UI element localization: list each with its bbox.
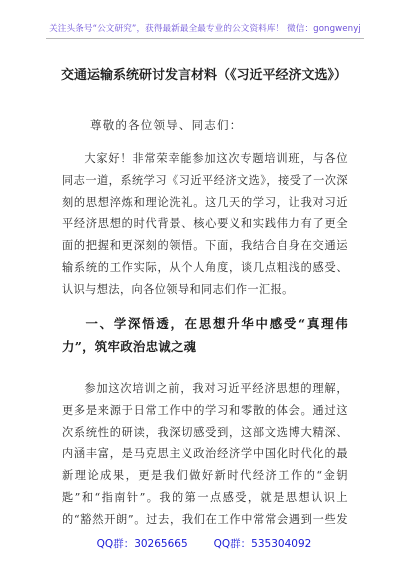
header-divider xyxy=(46,38,364,39)
body-paragraph-intro xyxy=(62,148,348,301)
qq-group-1[interactable]: QQ群：30265665 xyxy=(96,538,188,550)
paragraph-text: 大家好！非常荣幸能参加这次专题培训班，与各位同志一道，系统学习《习近平经济文选》，接受了一次深刻的思想淬炼和理论洗礼。这几天的学习，让我对习近平经济思想的时代背景、核心要义和实践伟力有了更全面的把握和更深刻的领悟。下面，我结合自身在交通运输系统的工作实际，从个人角度，谈几点粗浅的感受、认识与想法，向各位领导和同志们作一汇报。 xyxy=(62,152,348,296)
qq-group-2[interactable]: QQ群：535304092 xyxy=(213,538,312,550)
document-title: 交通运输系统研讨发言材料（《习近平经济文选》） xyxy=(60,68,347,83)
header-banner[interactable]: 关注头条号“公文研究”，获得最新最全最专业的公文资料库！ 微信：gongwenyj xyxy=(49,24,361,34)
body-paragraph-section-1 xyxy=(62,378,348,528)
section-heading-text: 一、学深悟透，在思想升华中感受“真理伟力”，筑牢政治忠诚之魂 xyxy=(62,316,348,354)
salutation: 尊敬的各位领导、同志们： xyxy=(90,118,243,132)
footer-qq-groups xyxy=(0,536,408,551)
paragraph-text: 参加这次培训之前，我对习近平经济思想的理解，更多是来源于日常工作中的学习和零散的体会。通过这次系统性的研读，我深切感受到，这部文选博大精深、内涵丰富，是马克思主义政治经济学中国化时代化的最新理论成果，更是我们做好新时代经济工作的“金钥匙”和“指南针”。我的第一点感受，就是思想认识上的“豁然开朗”。过去，我们在工作中常常会遇到一些发 xyxy=(62,382,348,526)
section-heading xyxy=(62,312,348,358)
